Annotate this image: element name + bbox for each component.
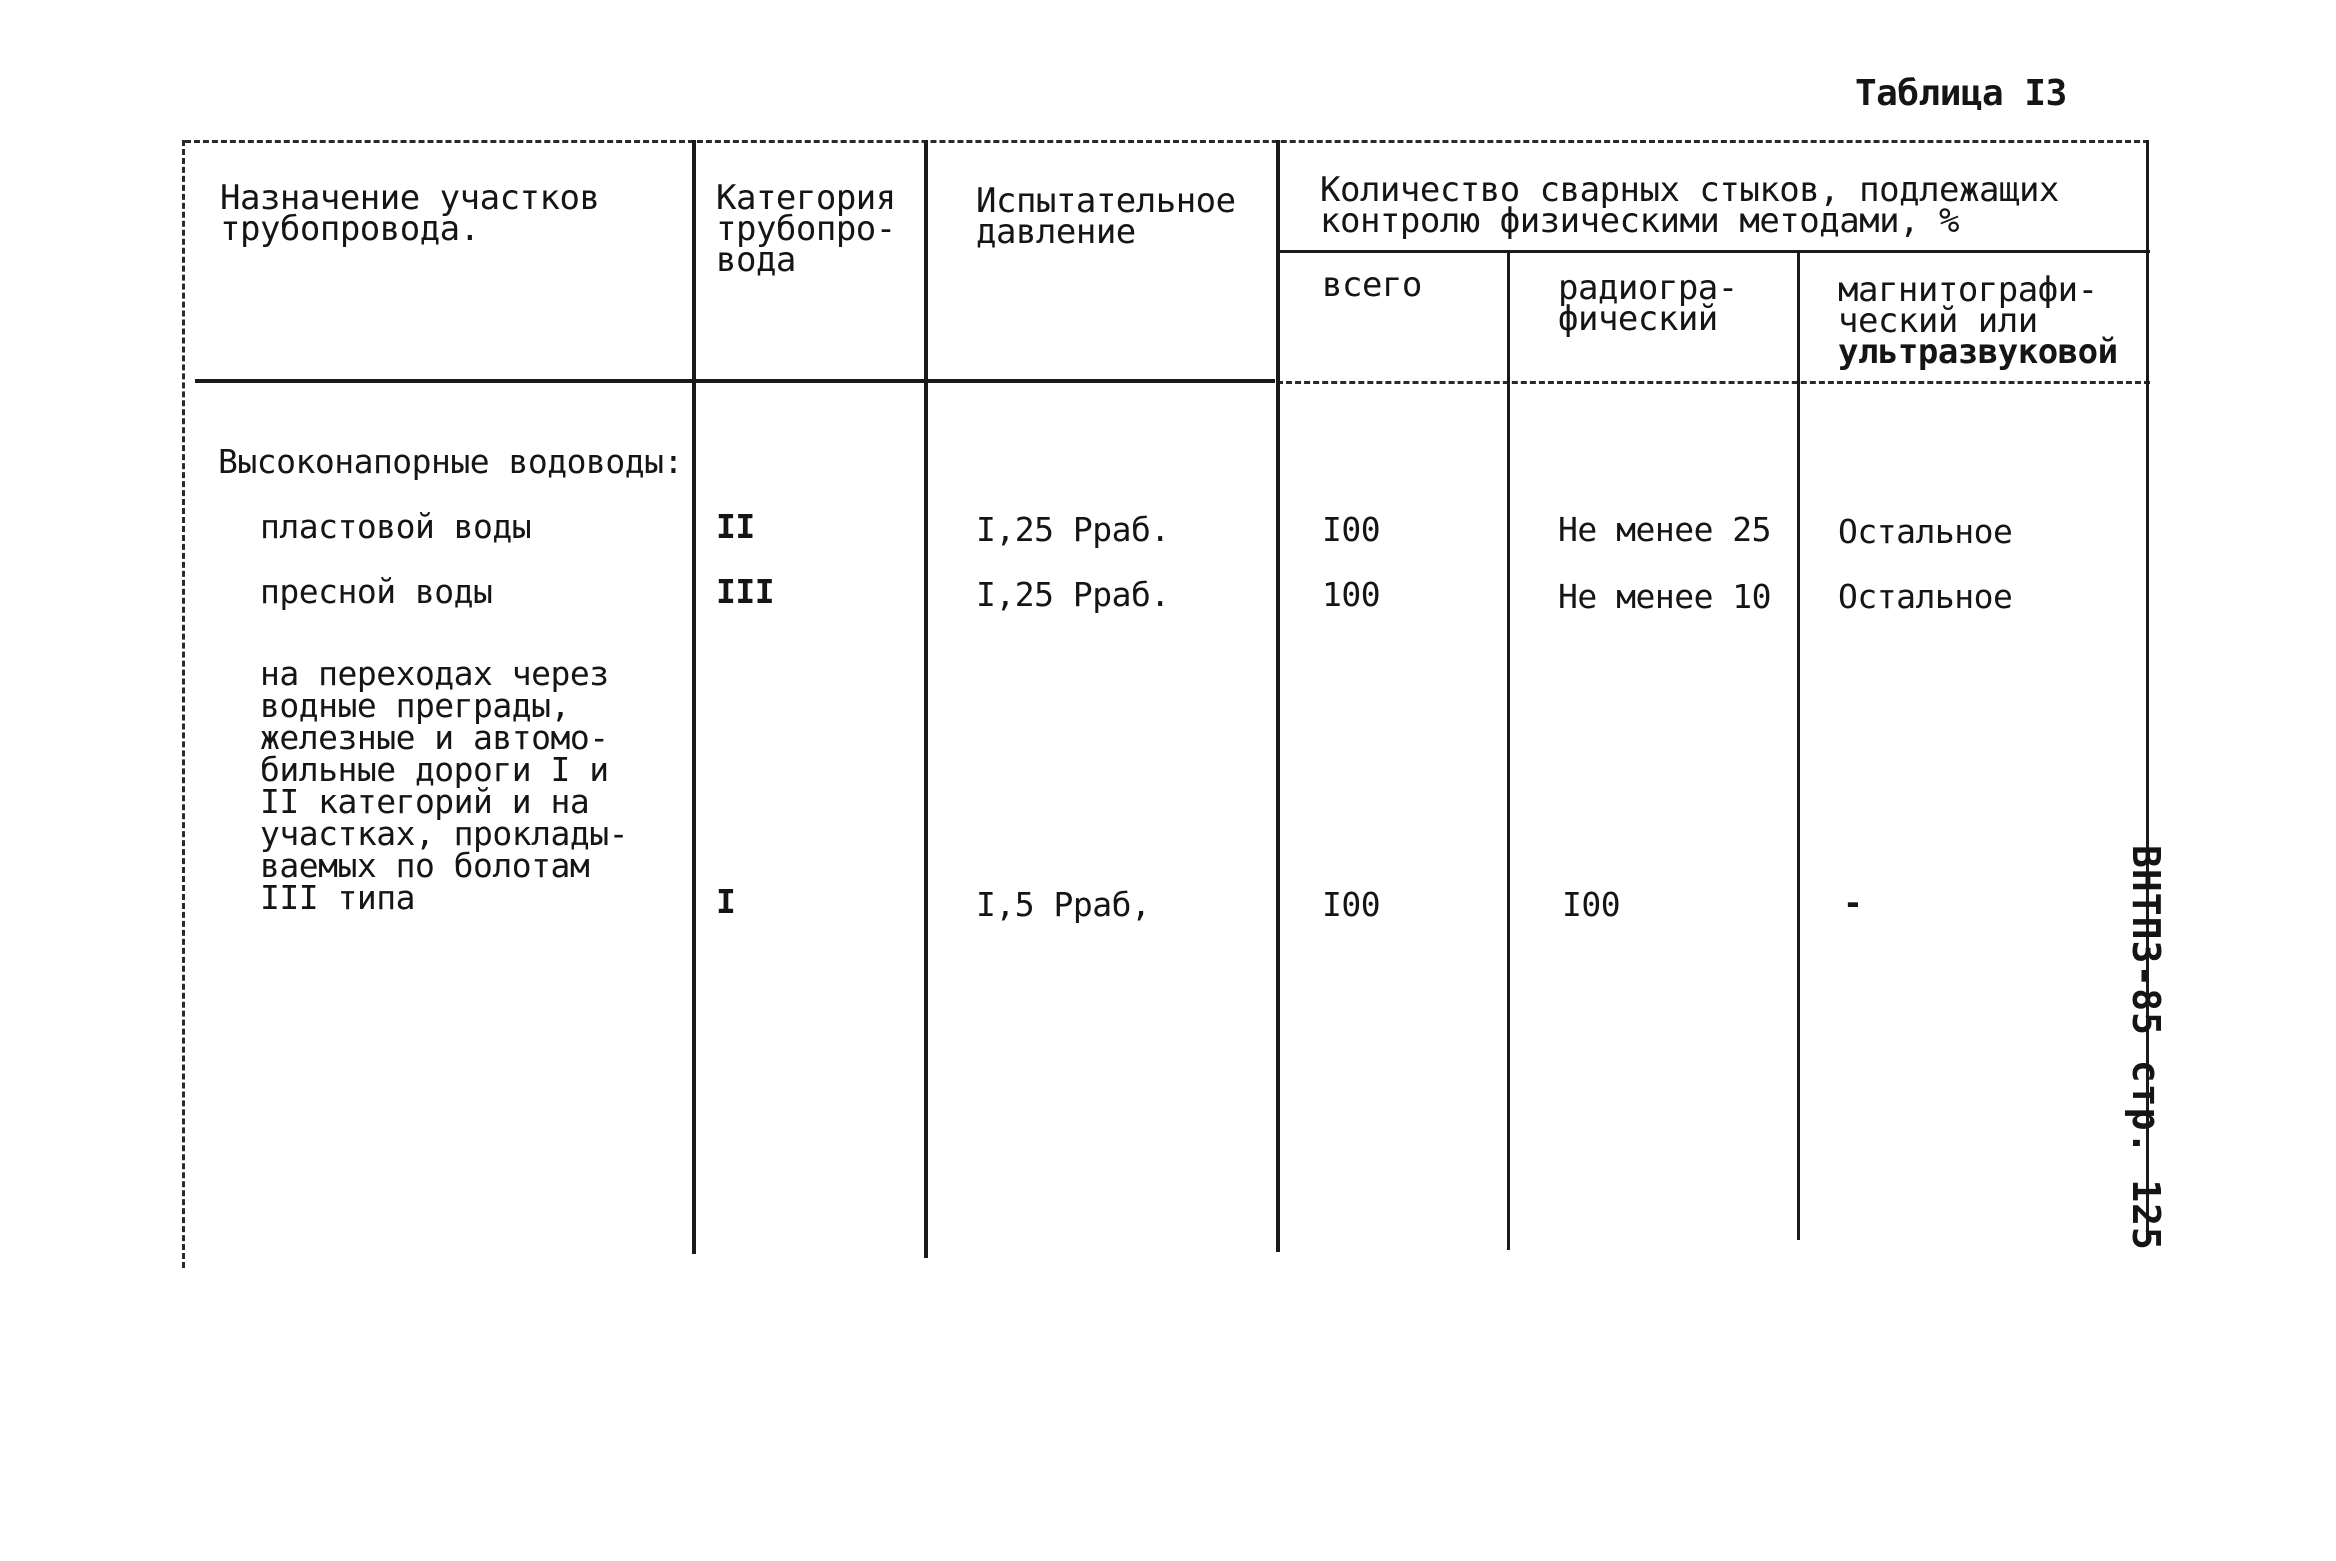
header-category-line: трубопро-: [716, 209, 896, 249]
header-magnetographic-line: ультразвуковой: [1838, 332, 2118, 372]
row-name-line: водные преграды,: [260, 686, 570, 725]
row-name: пластовой воды: [260, 507, 532, 546]
col-divider-2: [924, 140, 928, 1258]
row-name-line: ваемых по болотам: [260, 846, 590, 885]
row-name-line: бильные дороги I и: [260, 750, 609, 789]
row-radiographic: I00: [1562, 885, 1621, 924]
table-top-border: [185, 140, 2149, 143]
header-group: [1320, 170, 2059, 241]
row-name-line: на переходах через: [260, 654, 609, 693]
header-magnetographic-line: магнитографи-: [1838, 270, 2098, 310]
header-pressure: [976, 181, 1236, 252]
header-purpose-line: Назначение участков: [220, 178, 600, 218]
row-pressure: I,5 Рраб,: [976, 885, 1151, 924]
header-radiographic-line: радиогра-: [1558, 268, 1738, 308]
row-magnetographic: Остальное: [1838, 577, 2013, 616]
header-magnetographic: [1838, 270, 2118, 372]
row-total: 100: [1322, 575, 1381, 614]
side-note: ВНТП3-85 стр. 125: [2124, 845, 2168, 1251]
col-divider-4: [1507, 252, 1510, 1250]
header-category-line: вода: [716, 240, 796, 280]
header-purpose: [220, 178, 600, 249]
row-name-line: III типа: [260, 878, 415, 917]
header-bottom-border-right: [1277, 381, 2150, 384]
col-divider-1: [692, 140, 696, 1254]
header-total-line: всего: [1322, 265, 1422, 305]
section-title: Высоконапорные водоводы:: [218, 442, 683, 481]
header-category-line: Категория: [716, 178, 896, 218]
header-magnetographic-line: ческий или: [1838, 301, 2038, 341]
table-left-border: [182, 140, 185, 1268]
row-total: I00: [1322, 510, 1381, 549]
row-total: I00: [1322, 885, 1381, 924]
row-name-line: железные и автомо-: [260, 718, 609, 757]
row-magnetographic: -: [1843, 883, 1863, 922]
group-header-divider: [1277, 250, 2150, 253]
col-divider-5: [1797, 252, 1800, 1240]
header-bottom-border: [195, 379, 1275, 383]
row-category: I: [716, 882, 736, 921]
col-divider-3: [1276, 140, 1280, 1252]
row-radiographic: Не менее 25: [1558, 510, 1772, 549]
row-name-line: II категорий и на: [260, 782, 590, 821]
header-radiographic: [1558, 268, 1738, 339]
row-category: III: [716, 572, 775, 611]
row-name-line: участках, проклады-: [260, 814, 628, 853]
row-radiographic: Не менее 10: [1558, 577, 1772, 616]
header-purpose-line: трубопровода.: [220, 209, 480, 249]
header-pressure-line: Испытательное: [976, 181, 1236, 221]
header-group-line: контролю физическими методами, %: [1320, 201, 1960, 241]
row-magnetographic: Остальное: [1838, 512, 2013, 551]
header-group-line: Количество сварных стыков, подлежащих: [1320, 170, 2059, 210]
table-title: Таблица I3: [1855, 73, 2067, 114]
row-pressure: I,25 Рраб.: [976, 510, 1170, 549]
row-pressure: I,25 Рраб.: [976, 575, 1170, 614]
header-total: [1322, 265, 1422, 305]
header-category: [716, 178, 896, 280]
header-pressure-line: давление: [976, 212, 1136, 252]
header-radiographic-line: фический: [1558, 299, 1718, 339]
row-name: [260, 654, 628, 917]
row-name: пресной воды: [260, 572, 493, 611]
row-category: II: [716, 507, 755, 546]
